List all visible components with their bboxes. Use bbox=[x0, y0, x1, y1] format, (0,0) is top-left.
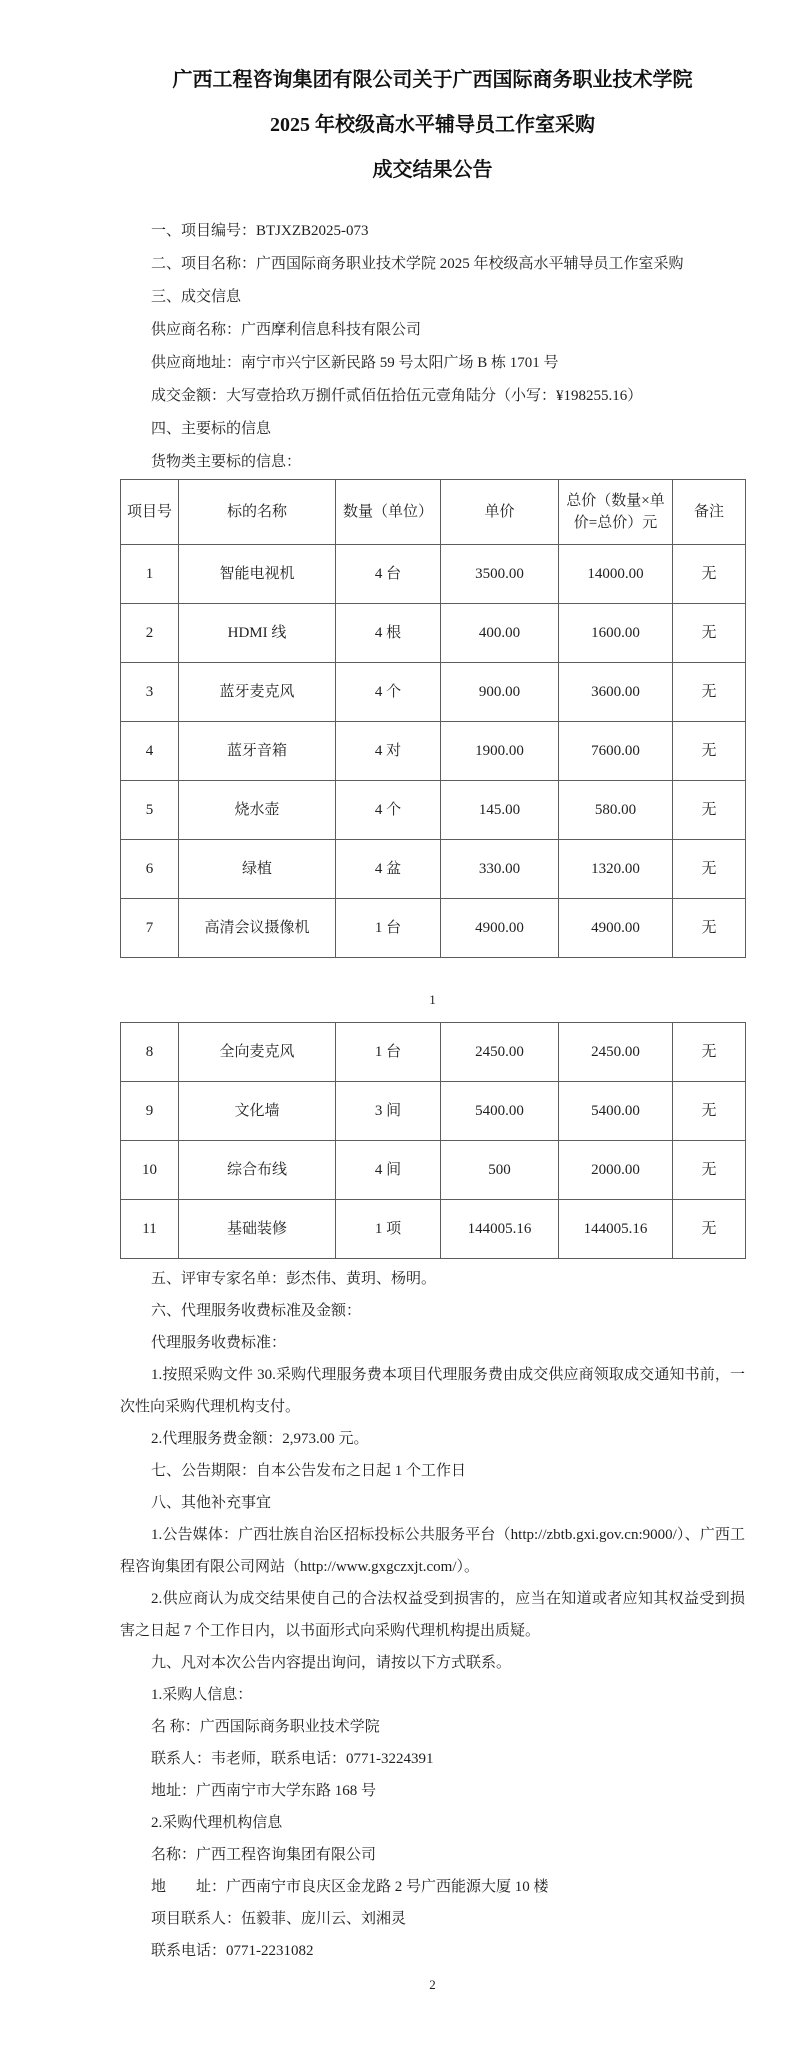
table-row bbox=[121, 1141, 746, 1200]
cell-item-no: 9 bbox=[121, 1082, 179, 1141]
cell-item-name: 智能电视机 bbox=[179, 545, 336, 604]
para-project-no: 一、项目编号：BTJXZB2025-073 bbox=[151, 223, 369, 239]
para-notice-period: 七、公告期限：自本公告发布之日起 1 个工作日 bbox=[151, 1463, 467, 1479]
cell-item-no: 7 bbox=[121, 899, 179, 958]
cell-total-price: 1600.00 bbox=[559, 604, 673, 663]
table-row bbox=[121, 1023, 746, 1082]
cell-item-name: 绿植 bbox=[179, 840, 336, 899]
cell-item-name: 烧水壶 bbox=[179, 781, 336, 840]
cell-remark: 无 bbox=[673, 722, 746, 781]
cell-item-name: 全向麦克风 bbox=[179, 1023, 336, 1082]
cell-item-name: 综合布线 bbox=[179, 1141, 336, 1200]
page-number-1: 1 bbox=[429, 992, 436, 1007]
cell-item-name: 文化墙 bbox=[179, 1082, 336, 1141]
cell-item-no: 6 bbox=[121, 840, 179, 899]
cell-item-no: 3 bbox=[121, 663, 179, 722]
cell-unit-price: 330.00 bbox=[441, 840, 559, 899]
cell-total-price: 580.00 bbox=[559, 781, 673, 840]
cell-remark: 无 bbox=[673, 1141, 746, 1200]
table-row bbox=[121, 663, 746, 722]
cell-unit-price: 1900.00 bbox=[441, 722, 559, 781]
cell-quantity: 1 台 bbox=[336, 899, 441, 958]
table-row bbox=[121, 781, 746, 840]
cell-quantity: 4 台 bbox=[336, 545, 441, 604]
cell-total-price: 7600.00 bbox=[559, 722, 673, 781]
title-line-2: 2025 年校级高水平辅导员工作室采购 bbox=[270, 114, 595, 136]
para-award-amount: 成交金额：大写壹拾玖万捌仟贰佰伍拾伍元壹角陆分（小写：¥198255.16） bbox=[151, 388, 643, 404]
cell-remark: 无 bbox=[673, 1082, 746, 1141]
title-line-1: 广西工程咨询集团有限公司关于广西国际商务职业技术学院 bbox=[172, 69, 693, 91]
cell-total-price: 14000.00 bbox=[559, 545, 673, 604]
para-supplier-address: 供应商地址：南宁市兴宁区新民路 59 号太阳广场 B 栋 1701 号 bbox=[151, 355, 559, 371]
cell-unit-price: 500 bbox=[441, 1141, 559, 1200]
cell-item-no: 1 bbox=[121, 545, 179, 604]
cell-remark: 无 bbox=[673, 781, 746, 840]
cell-unit-price: 2450.00 bbox=[441, 1023, 559, 1082]
col-header-total-price: 总价（数量×单价=总价）元 bbox=[559, 480, 673, 545]
cell-quantity: 4 盆 bbox=[336, 840, 441, 899]
cell-unit-price: 4900.00 bbox=[441, 899, 559, 958]
para-contact-heading: 九、凡对本次公告内容提出询问，请按以下方式联系。 bbox=[151, 1655, 512, 1671]
para-objection: 2.供应商认为成交结果使自己的合法权益受到损害的，应当在知道或者应知其权益受到损害之日起 7 个工作日内，以书面形式向采购代理机构提出质疑。 bbox=[120, 1591, 745, 1639]
cell-remark: 无 bbox=[673, 545, 746, 604]
doc-title bbox=[120, 58, 745, 193]
cell-item-name: HDMI 线 bbox=[179, 604, 336, 663]
cell-item-no: 5 bbox=[121, 781, 179, 840]
para-purchaser-heading: 1.采购人信息： bbox=[151, 1687, 253, 1703]
cell-quantity: 1 台 bbox=[336, 1023, 441, 1082]
cell-remark: 无 bbox=[673, 899, 746, 958]
col-header-unit-price: 单价 bbox=[441, 480, 559, 545]
para-agency-heading: 2.采购代理机构信息 bbox=[151, 1815, 283, 1831]
cell-quantity: 4 个 bbox=[336, 663, 441, 722]
para-main-info-heading: 四、主要标的信息 bbox=[151, 421, 272, 437]
para-fee-standard-label: 代理服务收费标准： bbox=[151, 1335, 287, 1351]
para-goods-info-label: 货物类主要标的信息： bbox=[151, 454, 302, 470]
cell-unit-price: 5400.00 bbox=[441, 1082, 559, 1141]
para-purchaser-contact: 联系人：韦老师，联系电话：0771-3224391 bbox=[151, 1751, 434, 1767]
cell-unit-price: 900.00 bbox=[441, 663, 559, 722]
cell-item-no: 2 bbox=[121, 604, 179, 663]
para-contact-phone: 联系电话：0771-2231082 bbox=[151, 1943, 314, 1959]
cell-total-price: 1320.00 bbox=[559, 840, 673, 899]
col-header-quantity: 数量（单位） bbox=[336, 480, 441, 545]
para-agency-address: 地 址：广西南宁市良庆区金龙路 2 号广西能源大厦 10 楼 bbox=[151, 1879, 549, 1895]
cell-item-no: 10 bbox=[121, 1141, 179, 1200]
cell-item-no: 4 bbox=[121, 722, 179, 781]
table-row bbox=[121, 899, 746, 958]
goods-table-page1 bbox=[120, 479, 746, 958]
cell-item-name: 高清会议摄像机 bbox=[179, 899, 336, 958]
para-fee-amount: 2.代理服务费金额：2,973.00 元。 bbox=[151, 1431, 369, 1447]
goods-table-page2 bbox=[120, 1022, 746, 1259]
cell-item-name: 基础装修 bbox=[179, 1200, 336, 1259]
cell-item-no: 11 bbox=[121, 1200, 179, 1259]
cell-item-name: 蓝牙麦克风 bbox=[179, 663, 336, 722]
table-row bbox=[121, 1200, 746, 1259]
table-row bbox=[121, 545, 746, 604]
table-row bbox=[121, 1082, 746, 1141]
table-row bbox=[121, 840, 746, 899]
para-award-info-heading: 三、成交信息 bbox=[151, 289, 242, 305]
goods-table-header-row bbox=[121, 480, 746, 545]
para-purchaser-name: 名 称：广西国际商务职业技术学院 bbox=[151, 1719, 380, 1735]
cell-total-price: 5400.00 bbox=[559, 1082, 673, 1141]
cell-total-price: 144005.16 bbox=[559, 1200, 673, 1259]
para-purchaser-address: 地址：广西南宁市大学东路 168 号 bbox=[151, 1783, 377, 1799]
col-header-item-name: 标的名称 bbox=[179, 480, 336, 545]
table-row bbox=[121, 722, 746, 781]
cell-unit-price: 145.00 bbox=[441, 781, 559, 840]
cell-remark: 无 bbox=[673, 1023, 746, 1082]
cell-quantity: 3 间 bbox=[336, 1082, 441, 1141]
cell-total-price: 2450.00 bbox=[559, 1023, 673, 1082]
cell-unit-price: 3500.00 bbox=[441, 545, 559, 604]
para-fee-rule: 1.按照采购文件 30.采购代理服务费本项目代理服务费由成交供应商领取成交通知书前，一次性向采购代理机构支付。 bbox=[120, 1367, 745, 1415]
page-number-2: 2 bbox=[429, 1977, 436, 1992]
para-project-contacts: 项目联系人：伍毅菲、庞川云、刘湘灵 bbox=[151, 1911, 407, 1927]
cell-remark: 无 bbox=[673, 604, 746, 663]
cell-item-name: 蓝牙音箱 bbox=[179, 722, 336, 781]
para-project-name: 二、项目名称：广西国际商务职业技术学院 2025 年校级高水平辅导员工作室采购 bbox=[151, 256, 684, 272]
cell-remark: 无 bbox=[673, 663, 746, 722]
cell-total-price: 2000.00 bbox=[559, 1141, 673, 1200]
table-row bbox=[121, 604, 746, 663]
cell-quantity: 4 个 bbox=[336, 781, 441, 840]
para-other-matters-heading: 八、其他补充事宜 bbox=[151, 1495, 272, 1511]
para-agency-fee-heading: 六、代理服务收费标准及金额： bbox=[151, 1303, 362, 1319]
cell-item-no: 8 bbox=[121, 1023, 179, 1082]
para-agency-name: 名称：广西工程咨询集团有限公司 bbox=[151, 1847, 377, 1863]
cell-remark: 无 bbox=[673, 840, 746, 899]
col-header-item-no: 项目号 bbox=[121, 480, 179, 545]
col-header-remark: 备注 bbox=[673, 480, 746, 545]
cell-unit-price: 144005.16 bbox=[441, 1200, 559, 1259]
para-supplier-name: 供应商名称：广西摩利信息科技有限公司 bbox=[151, 322, 422, 338]
title-line-3: 成交结果公告 bbox=[372, 159, 493, 181]
para-media: 1.公告媒体：广西壮族自治区招标投标公共服务平台（http://zbtb.gxi.gov.cn:9000/）、广西工程咨询集团有限公司网站（http://www.gxgczxjt.com/）。 bbox=[120, 1527, 745, 1575]
cell-remark: 无 bbox=[673, 1200, 746, 1259]
cell-quantity: 4 对 bbox=[336, 722, 441, 781]
cell-total-price: 3600.00 bbox=[559, 663, 673, 722]
cell-quantity: 1 项 bbox=[336, 1200, 441, 1259]
cell-quantity: 4 间 bbox=[336, 1141, 441, 1200]
cell-unit-price: 400.00 bbox=[441, 604, 559, 663]
cell-total-price: 4900.00 bbox=[559, 899, 673, 958]
cell-quantity: 4 根 bbox=[336, 604, 441, 663]
para-experts: 五、评审专家名单：彭杰伟、黄玥、杨明。 bbox=[151, 1271, 437, 1287]
